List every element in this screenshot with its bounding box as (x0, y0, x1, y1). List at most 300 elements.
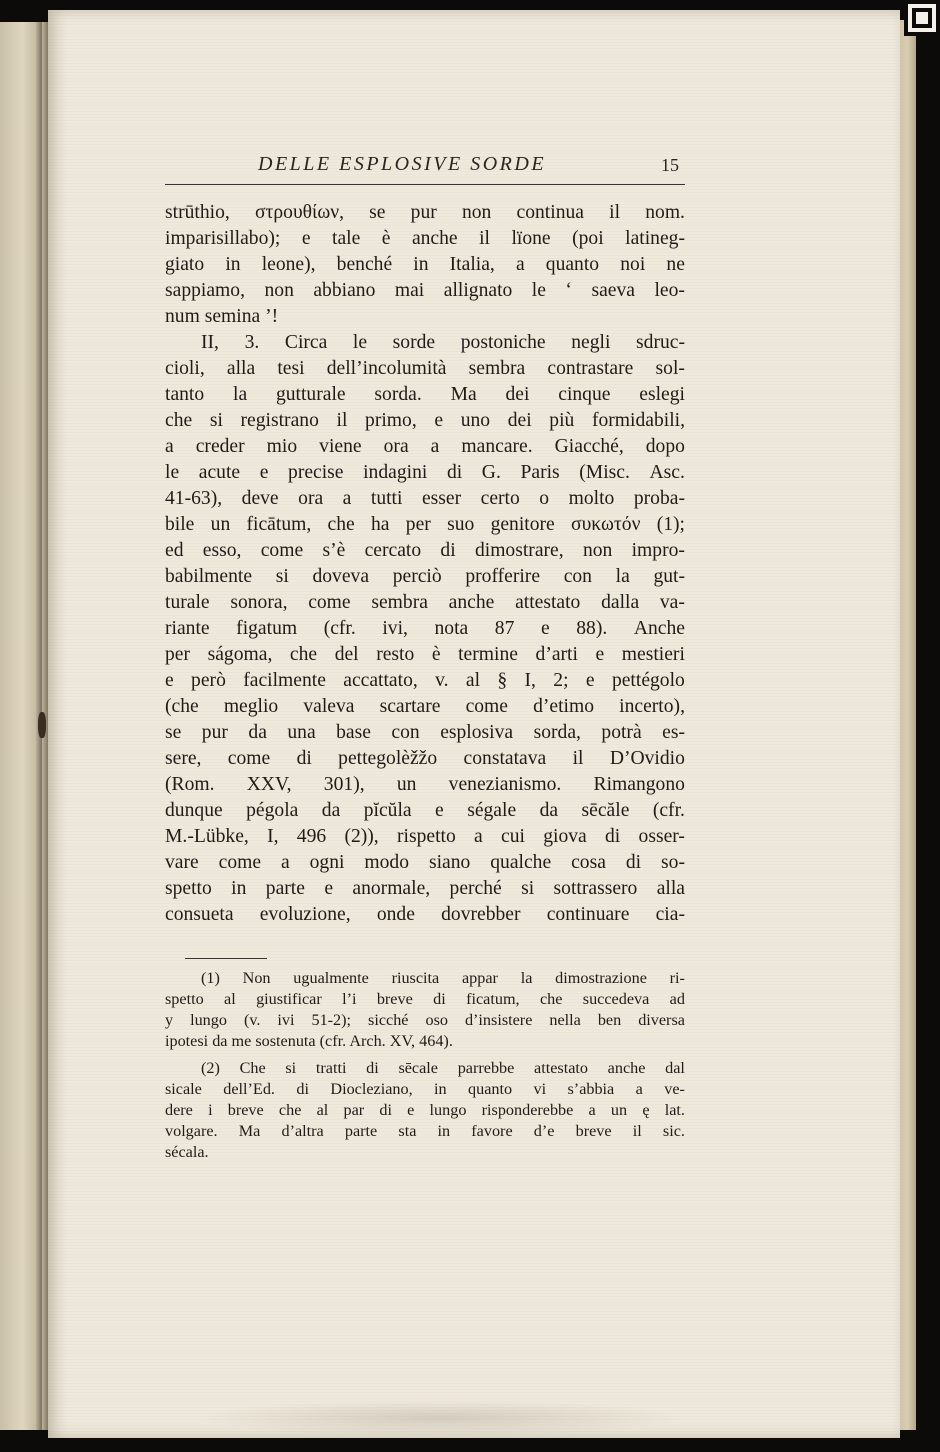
word: Che (239, 1059, 266, 1077)
word: (Rom. (165, 774, 215, 795)
footnote-rule (185, 958, 267, 959)
text-line (165, 434, 685, 460)
word: registrano (240, 410, 319, 431)
word: da (321, 800, 341, 821)
word: però (191, 670, 226, 691)
word: XXV, (246, 774, 292, 795)
word: pettegolèžžo (338, 748, 438, 769)
word: sottrassero (553, 878, 638, 899)
word: un (210, 514, 231, 535)
footnote-line (165, 1079, 685, 1100)
word: quanto (468, 1080, 513, 1098)
word: Giacché, (554, 436, 624, 457)
word: giova (543, 826, 587, 847)
word: dimostrare, (474, 540, 564, 561)
word: di (433, 990, 446, 1008)
word: si (285, 1059, 297, 1077)
text-line (165, 850, 685, 876)
word: indagini (363, 462, 428, 483)
word: riante (165, 618, 210, 639)
word: Rimangono (593, 774, 685, 795)
word: pur (201, 722, 228, 743)
word: e (259, 462, 269, 483)
word: (1) (201, 969, 220, 987)
word: d’insistere (464, 1011, 533, 1029)
word: in (413, 254, 429, 275)
word: diversa (638, 1011, 685, 1029)
word: termine (458, 644, 518, 665)
word: ságoma, (207, 644, 273, 665)
word: si (209, 410, 223, 431)
word: spetto (165, 990, 204, 1008)
word: e (540, 618, 550, 639)
text-line (165, 512, 685, 538)
word: e (434, 410, 444, 431)
word: sembra (371, 592, 428, 613)
word: che (278, 1101, 302, 1119)
word: meglio (223, 696, 279, 717)
word: di (440, 540, 456, 561)
word: in (434, 1080, 447, 1098)
word: G. (481, 462, 501, 483)
footnote-line (165, 1100, 685, 1121)
word: come (465, 696, 508, 717)
word: ficatum, (466, 990, 520, 1008)
word: v. (435, 670, 449, 691)
word: D’Ovidio (609, 748, 685, 769)
text-line (165, 720, 685, 746)
word: mio (266, 436, 298, 457)
body-text (165, 200, 685, 928)
word: sembra (468, 358, 526, 379)
page-number: 15 (661, 155, 679, 175)
word: giato (165, 254, 205, 275)
word: postoniche (460, 332, 546, 353)
word: modo (364, 852, 410, 873)
word: nom. (645, 202, 685, 223)
word: la (615, 566, 630, 587)
word: bile (165, 514, 195, 535)
word: resto (376, 644, 415, 665)
text-line (165, 460, 685, 486)
word: come (260, 540, 304, 561)
word: breve (575, 1122, 612, 1140)
word: sdruc- (636, 332, 685, 353)
word: la (233, 384, 248, 405)
word: ve- (664, 1080, 685, 1098)
word: le (352, 332, 368, 353)
footnote-line: sécala. (165, 1143, 209, 1161)
word: 51-2); (311, 1011, 352, 1029)
word: mai (394, 280, 425, 301)
word: più (549, 410, 575, 431)
word: succedeva (582, 990, 650, 1008)
word: anche (411, 228, 458, 249)
word: 3. (244, 332, 260, 353)
word: strūthio, (165, 202, 230, 223)
word: ben (597, 1011, 622, 1029)
word: sic. (662, 1122, 685, 1140)
word: se (165, 722, 182, 743)
word: ficātum, (246, 514, 312, 535)
word: valeva (303, 696, 355, 717)
word: § (497, 670, 508, 691)
word: dere (165, 1101, 193, 1119)
word: sicché (368, 1011, 409, 1029)
word: il (336, 410, 348, 431)
word: se (369, 202, 386, 223)
text-line (165, 876, 685, 902)
word: sere, (165, 748, 202, 769)
word: ne (666, 254, 685, 275)
word: di (296, 748, 312, 769)
word: pur (410, 202, 437, 223)
word: dell’incolumità (326, 358, 447, 379)
word: ora (298, 488, 324, 509)
text-line (165, 408, 685, 434)
word: (cfr. (652, 800, 685, 821)
word: ugualmente (293, 969, 369, 987)
text-line (165, 486, 685, 512)
footnote-line (165, 989, 685, 1010)
word: accattato, (343, 670, 418, 691)
word: non (264, 280, 294, 301)
word: e (595, 644, 605, 665)
word: quanto (545, 254, 600, 275)
word: II, (201, 332, 219, 353)
word: che (539, 990, 563, 1008)
word: a (588, 1101, 596, 1119)
word: genitore (490, 514, 555, 535)
word: lungo (429, 1101, 467, 1119)
footnote (165, 1058, 685, 1163)
word: a (281, 852, 290, 873)
word: s’abbia (567, 1080, 615, 1098)
word: di (379, 1101, 392, 1119)
word: volgare. (165, 1122, 218, 1140)
word: alla (226, 358, 256, 379)
word: pettégolo (611, 670, 685, 691)
word: le (531, 280, 546, 301)
word: esser (421, 488, 462, 509)
text-line (165, 330, 685, 356)
word: di (605, 826, 621, 847)
word: breve (227, 1101, 264, 1119)
word: στρουθίων, (254, 202, 344, 223)
word: gutturale (275, 384, 346, 405)
word: lungo (190, 1011, 227, 1029)
word: tesi (277, 358, 305, 379)
word: benché (336, 254, 393, 275)
word: noi (620, 254, 646, 275)
word: saeva (591, 280, 635, 301)
word: ‘ (565, 280, 572, 301)
word: parrebbe (457, 1059, 515, 1077)
word: ad (669, 990, 685, 1008)
word: pĭcŭla (363, 800, 412, 821)
running-title: DELLE ESPLOSIVE SORDE (258, 153, 547, 175)
word: ségale (467, 800, 517, 821)
word: allignato (443, 280, 513, 301)
word: le (165, 462, 180, 483)
scan-corner-marker-center (916, 12, 928, 24)
word: siano (428, 852, 471, 873)
word: scartare (379, 696, 441, 717)
word: leone), (261, 254, 316, 275)
text-line (165, 564, 685, 590)
word: a (515, 254, 525, 275)
word: creder (195, 436, 245, 457)
word: uno (460, 410, 491, 431)
word: sorda. (374, 384, 422, 405)
word: lat. (664, 1101, 685, 1119)
word: come (227, 748, 271, 769)
word: è (381, 228, 391, 249)
word: l’i (342, 990, 357, 1008)
word: doveva (312, 566, 370, 587)
word: lïone (511, 228, 551, 249)
word: ivi (277, 1011, 295, 1029)
page-stain (190, 1400, 690, 1436)
text-line (165, 590, 685, 616)
text-line (165, 252, 685, 278)
word: attestato (515, 592, 581, 613)
word: e (585, 670, 595, 691)
word: acute (198, 462, 241, 483)
word: Circa (284, 332, 328, 353)
word: par (343, 1101, 365, 1119)
word: dovrebber (441, 904, 521, 925)
footnote (165, 968, 685, 1052)
word: anormale, (352, 878, 431, 899)
word: sonora, (230, 592, 288, 613)
word: ha (371, 514, 390, 535)
footnote-line (165, 1121, 685, 1142)
text-line (165, 356, 685, 382)
word: profferire (465, 566, 541, 587)
text-line (165, 798, 685, 824)
word: 301), (323, 774, 365, 795)
word: onde (376, 904, 415, 925)
word: attestato (534, 1059, 588, 1077)
word: parte (344, 1122, 378, 1140)
word: molto (568, 488, 615, 509)
word: 88). (576, 618, 608, 639)
word: formidabili, (591, 410, 685, 431)
word: contrastare (547, 358, 634, 379)
word: continua (516, 202, 584, 223)
word: un (610, 1101, 628, 1119)
word: 41-63), (165, 488, 223, 509)
word: abbiano (313, 280, 376, 301)
word: (Misc. (579, 462, 630, 483)
word: cercato (364, 540, 422, 561)
text-line: num semina ’! (165, 306, 279, 327)
word: es- (662, 722, 685, 743)
word: 2; (553, 670, 569, 691)
word: (1); (656, 514, 685, 535)
word: o (539, 488, 550, 509)
word: a (430, 436, 440, 457)
word: ogni (309, 852, 345, 873)
word: latineg- (625, 228, 685, 249)
word: al (224, 990, 236, 1008)
word: viene (319, 436, 362, 457)
word: ed (165, 540, 184, 561)
word: e (165, 670, 174, 691)
word: appar (462, 969, 498, 987)
word: perché (449, 878, 502, 899)
word: cioli, (165, 358, 205, 379)
word: di (296, 1080, 309, 1098)
text-line (165, 746, 685, 772)
word: esso, (202, 540, 242, 561)
word: tutti (370, 488, 403, 509)
footnote-line (165, 1010, 685, 1031)
word: sicale (165, 1080, 202, 1098)
word: a (635, 1080, 643, 1098)
word: a (342, 488, 352, 509)
word: imparisillabo); (165, 228, 281, 249)
word: e (407, 1101, 415, 1119)
word: gut- (653, 566, 685, 587)
text-line (165, 824, 685, 850)
word: 87 (494, 618, 515, 639)
word: base (336, 722, 371, 743)
word: con (563, 566, 592, 587)
word: da (539, 800, 559, 821)
word: cui (501, 826, 525, 847)
word: babilmente (165, 566, 253, 587)
word: s’è (322, 540, 346, 561)
word: Asc. (649, 462, 685, 483)
word: un (396, 774, 417, 795)
word: (2) (201, 1059, 220, 1077)
word: dei (507, 410, 532, 431)
word: ora (383, 436, 409, 457)
word: il (572, 748, 584, 769)
word: Italia, (449, 254, 495, 275)
word: è (431, 644, 441, 665)
page-header (165, 150, 685, 184)
word: dell’Ed. (223, 1080, 275, 1098)
word: Ma (450, 384, 477, 405)
word: da (248, 722, 267, 743)
word: cosa (571, 852, 606, 873)
word: una (287, 722, 316, 743)
word: al (465, 670, 481, 691)
word: vi (533, 1080, 547, 1098)
word: continuare (546, 904, 630, 925)
word: di (625, 852, 642, 873)
word: deve (241, 488, 279, 509)
word: per (405, 514, 431, 535)
word: Ma (238, 1122, 261, 1140)
word: in (437, 1122, 451, 1140)
word: d’etimo (533, 696, 595, 717)
text-line (165, 694, 685, 720)
text-line (165, 538, 685, 564)
word: dei (505, 384, 530, 405)
text-line (165, 772, 685, 798)
word: anche (607, 1059, 646, 1077)
text-line (165, 226, 685, 252)
word: eslegi (639, 384, 685, 405)
word: dal (665, 1059, 685, 1077)
word: non (461, 202, 492, 223)
word: parte (265, 878, 305, 899)
word: e (324, 878, 334, 899)
word: mancare. (461, 436, 533, 457)
word: risponderebbe (481, 1101, 574, 1119)
word: alla (656, 878, 685, 899)
word: ivi, (382, 618, 408, 639)
word: nella (549, 1011, 581, 1029)
word: tanto (165, 384, 205, 405)
text-line (165, 902, 685, 928)
word: dopo (645, 436, 685, 457)
word: I, (524, 670, 536, 691)
text-line (165, 616, 685, 642)
word: primo, (365, 410, 417, 431)
word: sta (398, 1122, 417, 1140)
word: vare (165, 852, 199, 873)
word: turale (165, 592, 210, 613)
word: tale (332, 228, 361, 249)
word: e (301, 228, 311, 249)
word: a (165, 436, 174, 457)
word: (v. (243, 1011, 261, 1029)
word: si (521, 878, 535, 899)
word: negli (571, 332, 611, 353)
word: συκωτόν (571, 514, 641, 535)
word: I, (267, 826, 279, 847)
word: i (208, 1101, 213, 1119)
word: per (165, 644, 191, 665)
word: ri- (669, 969, 685, 987)
word: si (275, 566, 289, 587)
word: con (391, 722, 420, 743)
word: che (327, 514, 355, 535)
word: sappiamo, (165, 280, 245, 301)
word: 496 (296, 826, 327, 847)
word: consueta (165, 904, 234, 925)
word: d’arti (535, 644, 578, 665)
word: mestieri (621, 644, 685, 665)
word: a (474, 826, 483, 847)
word: il (632, 1122, 642, 1140)
word: d’altra (281, 1122, 324, 1140)
word: in (231, 878, 247, 899)
word: che (289, 644, 318, 665)
footnote-line: ipotesi da me sostenuta (cfr. Arch. XV, 464). (165, 1032, 453, 1050)
word: giustificar (256, 990, 322, 1008)
word: y (165, 1011, 174, 1029)
word: cinque (558, 384, 611, 405)
word: di (366, 1059, 379, 1077)
text-line (165, 278, 685, 304)
word: precise (288, 462, 344, 483)
word: d’e (533, 1122, 555, 1140)
footnotes (165, 968, 685, 1163)
margin-mark (38, 712, 46, 738)
header-rule (165, 184, 685, 185)
word: impro- (631, 540, 685, 561)
word: rispetto (396, 826, 456, 847)
word: evoluzione, (259, 904, 351, 925)
word: venezianismo. (448, 774, 562, 795)
word: che (165, 410, 193, 431)
